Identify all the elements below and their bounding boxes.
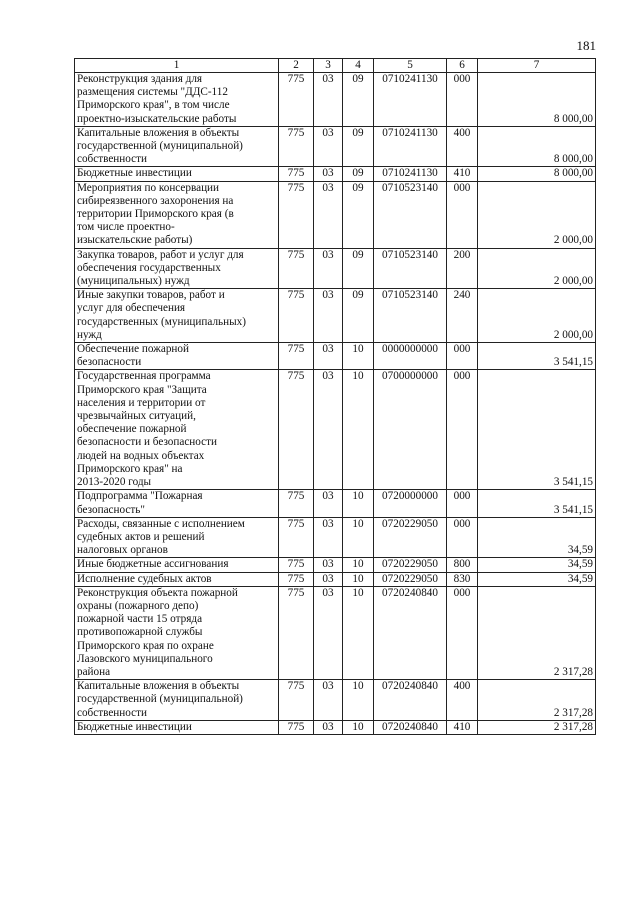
row-name-cell: Государственная программа Приморского края "Защита населения и территории от чрезвычайных ситуаций, обеспечение пожарной безопасности и безопасности людей на водных объектах Приморского края" на 2013-2020 годы [75,370,279,490]
row-col-2-cell: 775 [279,73,314,127]
header-col-2: 2 [279,59,314,73]
row-col-3-cell: 03 [314,343,343,370]
row-name-cell: Расходы, связанные с исполнением судебных актов и решений налоговых органов [75,517,279,558]
row-amount-cell: 2 317,28 [478,680,596,721]
row-col-6-cell: 000 [447,73,478,127]
row-amount-cell: 2 317,28 [478,586,596,679]
row-col-3-cell: 03 [314,558,343,572]
row-name-cell: Подпрограмма "Пожарная безопасность" [75,490,279,517]
row-col-3-cell: 03 [314,490,343,517]
row-col-6-cell: 400 [447,680,478,721]
row-col-6-cell: 000 [447,181,478,248]
row-amount-cell: 34,59 [478,572,596,586]
row-col-4-cell: 10 [343,558,374,572]
table-row [75,126,596,167]
row-col-4-cell: 09 [343,248,374,289]
table-row [75,720,596,734]
row-col-3-cell: 03 [314,289,343,343]
row-amount-cell: 2 000,00 [478,181,596,248]
table-row [75,370,596,490]
row-col-6-cell: 000 [447,517,478,558]
row-col-4-cell: 10 [343,572,374,586]
table-row [75,181,596,248]
table-row [75,558,596,572]
header-col-6: 6 [447,59,478,73]
row-col-6-cell: 830 [447,572,478,586]
row-name-cell: Бюджетные инвестиции [75,167,279,181]
row-name-cell: Капитальные вложения в объекты государственной (муниципальной) собственности [75,126,279,167]
header-col-5: 5 [374,59,447,73]
row-col-6-cell: 400 [447,126,478,167]
row-name-cell: Иные закупки товаров, работ и услуг для обеспечения государственных (муниципальных) нужд [75,289,279,343]
row-col-2-cell: 775 [279,167,314,181]
row-col-5-cell: 0720240840 [374,680,447,721]
budget-table [74,58,596,735]
table-row [75,248,596,289]
row-col-2-cell: 775 [279,572,314,586]
row-amount-cell: 2 000,00 [478,289,596,343]
row-col-6-cell: 000 [447,370,478,490]
row-col-4-cell: 09 [343,126,374,167]
row-col-3-cell: 03 [314,248,343,289]
table-row [75,343,596,370]
row-name-cell: Иные бюджетные ассигнования [75,558,279,572]
row-col-4-cell: 10 [343,720,374,734]
row-col-5-cell: 0710523140 [374,181,447,248]
row-col-2-cell: 775 [279,181,314,248]
row-col-4-cell: 09 [343,167,374,181]
row-col-2-cell: 775 [279,517,314,558]
row-name-cell: Реконструкция объекта пожарной охраны (пожарного депо) пожарной части 15 отряда противопожарной службы Приморского края по охране Лазовского муниципального района [75,586,279,679]
row-col-4-cell: 09 [343,289,374,343]
table-row [75,586,596,679]
row-col-5-cell: 0720240840 [374,586,447,679]
row-col-6-cell: 410 [447,720,478,734]
table-header [75,59,596,73]
row-col-3-cell: 03 [314,167,343,181]
table-row [75,167,596,181]
row-amount-cell: 2 000,00 [478,248,596,289]
row-col-2-cell: 775 [279,248,314,289]
row-col-5-cell: 0720240840 [374,720,447,734]
row-col-2-cell: 775 [279,680,314,721]
row-amount-cell: 3 541,15 [478,370,596,490]
row-col-3-cell: 03 [314,680,343,721]
row-col-2-cell: 775 [279,289,314,343]
row-name-cell: Закупка товаров, работ и услуг для обеспечения государственных (муниципальных) нужд [75,248,279,289]
row-col-5-cell: 0710523140 [374,289,447,343]
row-amount-cell: 34,59 [478,517,596,558]
row-col-5-cell: 0710241130 [374,73,447,127]
row-name-cell: Обеспечение пожарной безопасности [75,343,279,370]
header-col-3: 3 [314,59,343,73]
row-col-5-cell: 0000000000 [374,343,447,370]
row-col-4-cell: 10 [343,490,374,517]
row-col-3-cell: 03 [314,73,343,127]
row-amount-cell: 3 541,15 [478,343,596,370]
row-col-4-cell: 09 [343,181,374,248]
header-col-1: 1 [75,59,279,73]
table-row [75,680,596,721]
row-col-5-cell: 0720229050 [374,558,447,572]
row-col-3-cell: 03 [314,517,343,558]
row-name-cell: Реконструкция здания для размещения системы "ДДС-112 Приморского края", в том числе проектно-изыскательские работы [75,73,279,127]
row-amount-cell: 8 000,00 [478,73,596,127]
row-col-3-cell: 03 [314,720,343,734]
row-col-6-cell: 200 [447,248,478,289]
row-col-2-cell: 775 [279,720,314,734]
row-col-2-cell: 775 [279,126,314,167]
table-row [75,73,596,127]
row-col-4-cell: 10 [343,586,374,679]
row-col-4-cell: 10 [343,517,374,558]
row-col-6-cell: 240 [447,289,478,343]
row-col-5-cell: 0720000000 [374,490,447,517]
row-col-6-cell: 410 [447,167,478,181]
row-col-5-cell: 0710241130 [374,167,447,181]
row-name-cell: Исполнение судебных актов [75,572,279,586]
header-col-4: 4 [343,59,374,73]
row-col-4-cell: 10 [343,343,374,370]
row-col-2-cell: 775 [279,343,314,370]
row-col-3-cell: 03 [314,370,343,490]
row-col-2-cell: 775 [279,490,314,517]
row-col-5-cell: 0720229050 [374,517,447,558]
row-col-2-cell: 775 [279,558,314,572]
table-row [75,289,596,343]
table-row [75,517,596,558]
row-amount-cell: 34,59 [478,558,596,572]
row-amount-cell: 3 541,15 [478,490,596,517]
table-row [75,490,596,517]
row-amount-cell: 8 000,00 [478,126,596,167]
row-col-2-cell: 775 [279,370,314,490]
row-col-3-cell: 03 [314,126,343,167]
row-col-6-cell: 000 [447,343,478,370]
row-name-cell: Мероприятия по консервации сибиреязвенного захоронения на территории Приморского края (в том числе проектно- изыскательские работы) [75,181,279,248]
row-col-4-cell: 10 [343,680,374,721]
row-col-6-cell: 800 [447,558,478,572]
row-amount-cell: 2 317,28 [478,720,596,734]
row-col-3-cell: 03 [314,181,343,248]
table-row [75,572,596,586]
row-col-5-cell: 0720229050 [374,572,447,586]
row-col-4-cell: 09 [343,73,374,127]
row-col-3-cell: 03 [314,572,343,586]
row-name-cell: Капитальные вложения в объекты государственной (муниципальной) собственности [75,680,279,721]
header-row [75,59,596,73]
table-body [75,73,596,735]
row-col-2-cell: 775 [279,586,314,679]
row-col-5-cell: 0710523140 [374,248,447,289]
row-col-5-cell: 0700000000 [374,370,447,490]
header-col-7: 7 [478,59,596,73]
row-col-6-cell: 000 [447,490,478,517]
row-name-cell: Бюджетные инвестиции [75,720,279,734]
row-col-4-cell: 10 [343,370,374,490]
page-number: 181 [576,38,596,53]
row-amount-cell: 8 000,00 [478,167,596,181]
row-col-5-cell: 0710241130 [374,126,447,167]
row-col-6-cell: 000 [447,586,478,679]
row-col-3-cell: 03 [314,586,343,679]
